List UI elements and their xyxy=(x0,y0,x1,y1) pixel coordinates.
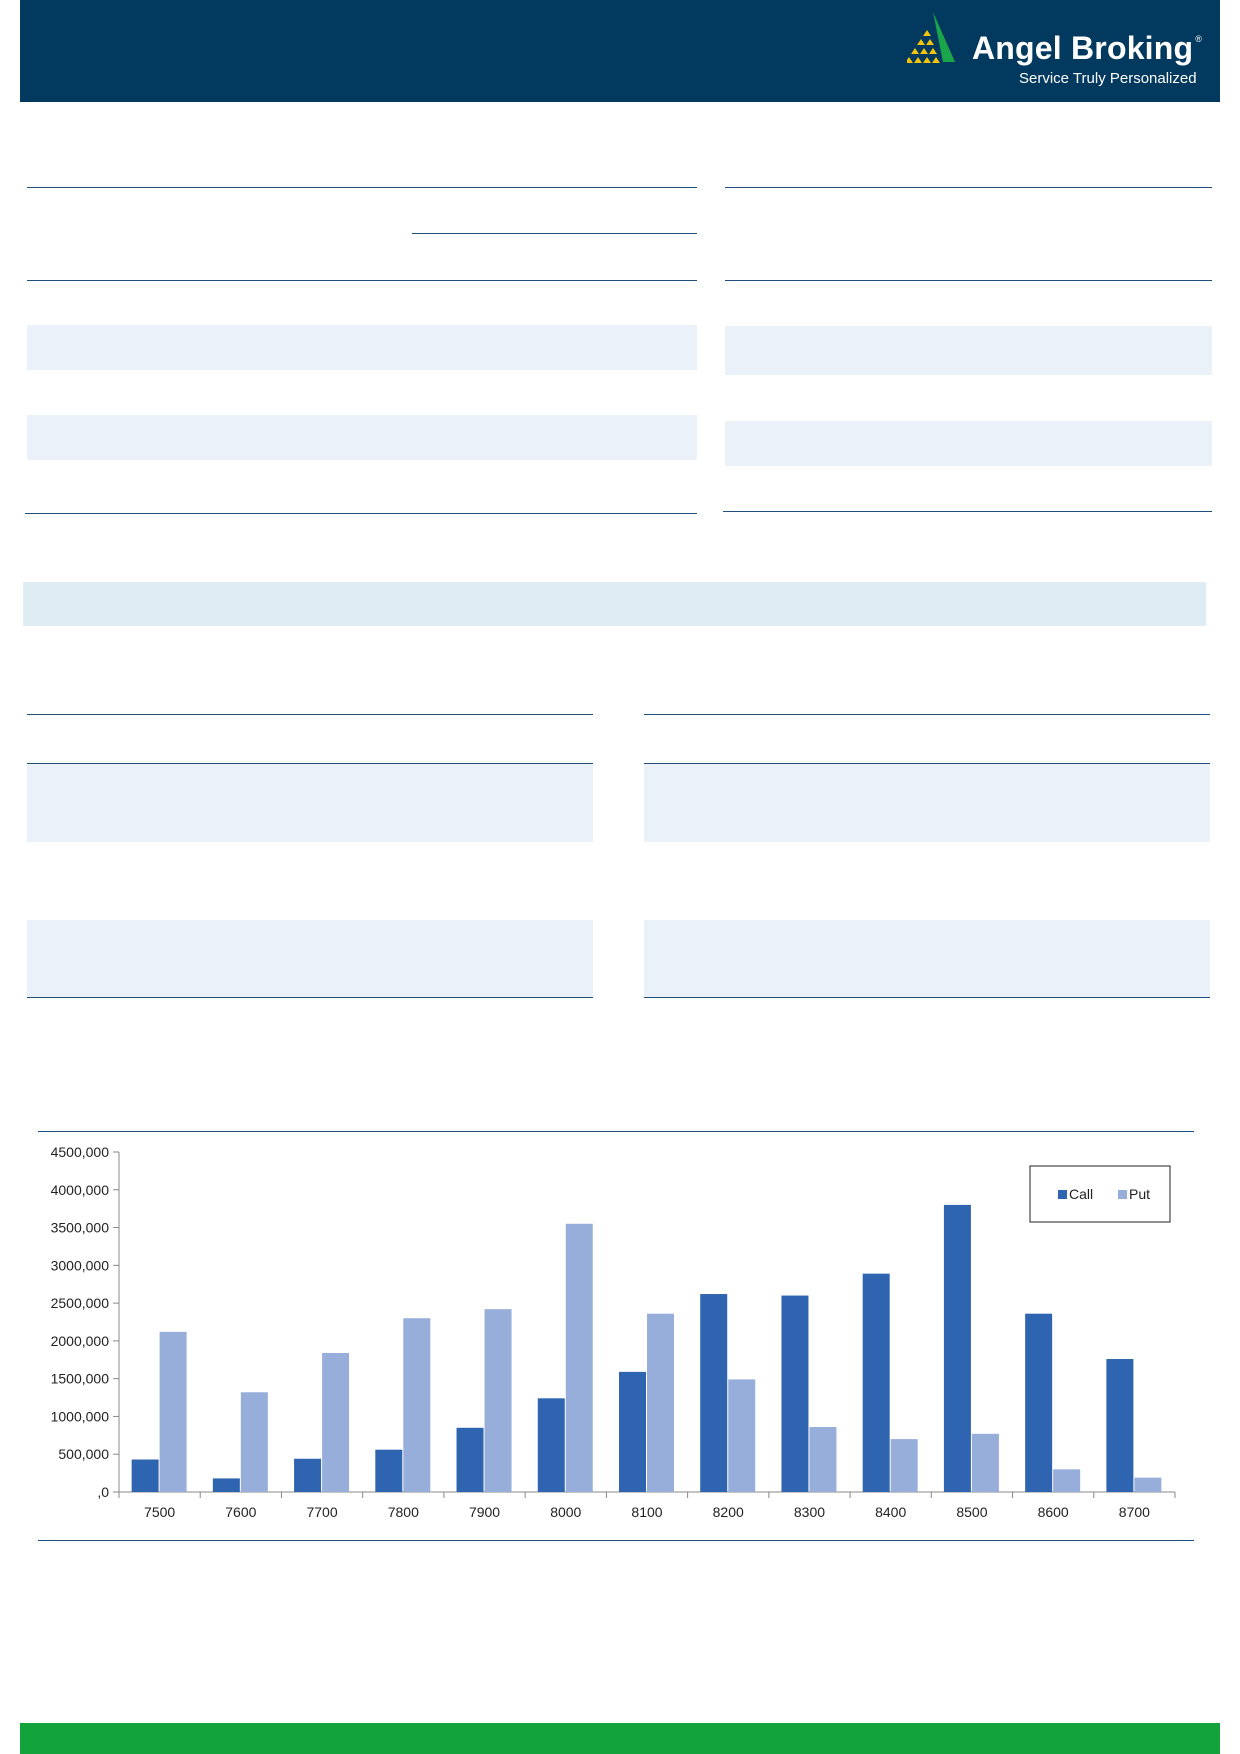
y-tick-label: 3000,000 xyxy=(50,1257,109,1274)
table-rule xyxy=(723,511,1212,512)
section-bar xyxy=(23,582,1206,626)
table-row xyxy=(725,421,1212,466)
y-tick-label: 2000,000 xyxy=(50,1332,109,1349)
registered-mark: ® xyxy=(1195,34,1203,44)
table-rule xyxy=(644,714,1210,715)
chart-legend[interactable] xyxy=(1030,1166,1170,1222)
legend-swatch-put xyxy=(1118,1190,1127,1199)
bar-put-8600 xyxy=(1053,1469,1080,1492)
bar-call-8600 xyxy=(1025,1314,1052,1492)
bar-put-8500 xyxy=(972,1434,999,1492)
legend-swatch-call xyxy=(1058,1190,1067,1199)
x-tick-label: 7700 xyxy=(306,1504,338,1520)
bar-put-7700 xyxy=(322,1353,349,1492)
bar-put-8200 xyxy=(728,1379,755,1492)
table-row xyxy=(725,326,1212,375)
table-rule xyxy=(27,714,593,715)
table-row xyxy=(27,764,593,842)
y-tick-label: 4000,000 xyxy=(50,1181,109,1198)
bar-put-7900 xyxy=(485,1309,512,1492)
chart-bottom-rule xyxy=(38,1540,1194,1541)
legend-label-call: Call xyxy=(1069,1186,1094,1202)
table-row xyxy=(644,764,1210,842)
bar-put-8300 xyxy=(809,1427,836,1492)
legend-label-put: Put xyxy=(1129,1186,1151,1202)
bar-put-7600 xyxy=(241,1392,268,1492)
table-rule xyxy=(27,997,593,998)
x-tick-label: 8200 xyxy=(712,1504,744,1520)
y-tick-label: 4500,000 xyxy=(50,1144,109,1160)
bar-put-7800 xyxy=(403,1318,430,1492)
y-tick-label: 1000,000 xyxy=(50,1408,109,1425)
table-row xyxy=(644,920,1210,997)
table-rule xyxy=(412,233,697,234)
bar-call-8200 xyxy=(700,1294,727,1492)
bar-call-7500 xyxy=(132,1460,159,1492)
x-tick-label: 8300 xyxy=(793,1504,826,1520)
bar-put-8100 xyxy=(647,1314,674,1492)
y-tick-label: 3500,000 xyxy=(50,1219,109,1236)
bar-call-8400 xyxy=(863,1274,890,1492)
page-header xyxy=(20,0,1220,102)
brand-name: Angel Broking ® xyxy=(972,30,1203,66)
table-rule xyxy=(25,513,697,514)
bar-call-8100 xyxy=(619,1372,646,1492)
table-rule xyxy=(644,997,1210,998)
x-tick-label: 8100 xyxy=(631,1504,663,1520)
y-tick-label: 500,000 xyxy=(58,1446,109,1463)
bar-call-8500 xyxy=(944,1205,971,1492)
bar-put-7500 xyxy=(160,1332,187,1492)
chart-bars xyxy=(132,1205,1162,1492)
pyramid-logo-icon xyxy=(907,12,971,64)
bar-call-7600 xyxy=(213,1478,240,1492)
x-tick-label: 7800 xyxy=(387,1504,419,1520)
page-footer xyxy=(20,1723,1220,1754)
x-tick-label: 7600 xyxy=(225,1504,257,1520)
brand-tagline: Service Truly Personalized xyxy=(1019,70,1197,87)
table-row xyxy=(27,415,697,460)
y-tick-labels xyxy=(51,1144,110,1500)
bar-call-8000 xyxy=(538,1398,565,1492)
x-tick-label: 8600 xyxy=(1037,1504,1069,1520)
x-tick-label: 7900 xyxy=(468,1504,501,1520)
bar-call-7900 xyxy=(457,1428,484,1492)
bar-put-8700 xyxy=(1134,1478,1161,1492)
bar-put-8000 xyxy=(566,1224,593,1492)
table-rule xyxy=(27,280,697,281)
y-tick-label: 2500,000 xyxy=(50,1295,109,1312)
open-interest-bar-chart xyxy=(0,1120,1240,1540)
table-rule xyxy=(27,187,697,188)
bar-call-8300 xyxy=(781,1296,808,1492)
table-rule xyxy=(725,280,1212,281)
y-tick-label: 1500,000 xyxy=(50,1370,109,1387)
x-tick-label: 7500 xyxy=(144,1504,176,1520)
bar-call-7700 xyxy=(294,1459,321,1492)
bar-put-8400 xyxy=(891,1439,918,1492)
brand-logo[interactable] xyxy=(907,12,1207,92)
x-tick-label: 8400 xyxy=(875,1504,907,1520)
table-rule xyxy=(725,187,1212,188)
x-tick-labels xyxy=(144,1504,1150,1520)
bar-call-7800 xyxy=(375,1450,402,1492)
x-tick-label: 8700 xyxy=(1118,1504,1150,1520)
table-row xyxy=(27,325,697,370)
table-row xyxy=(27,920,593,997)
bar-call-8700 xyxy=(1106,1359,1133,1492)
x-tick-label: 8500 xyxy=(956,1504,988,1520)
x-tick-label: 8000 xyxy=(550,1504,582,1520)
y-tick-label: ,0 xyxy=(97,1484,109,1500)
